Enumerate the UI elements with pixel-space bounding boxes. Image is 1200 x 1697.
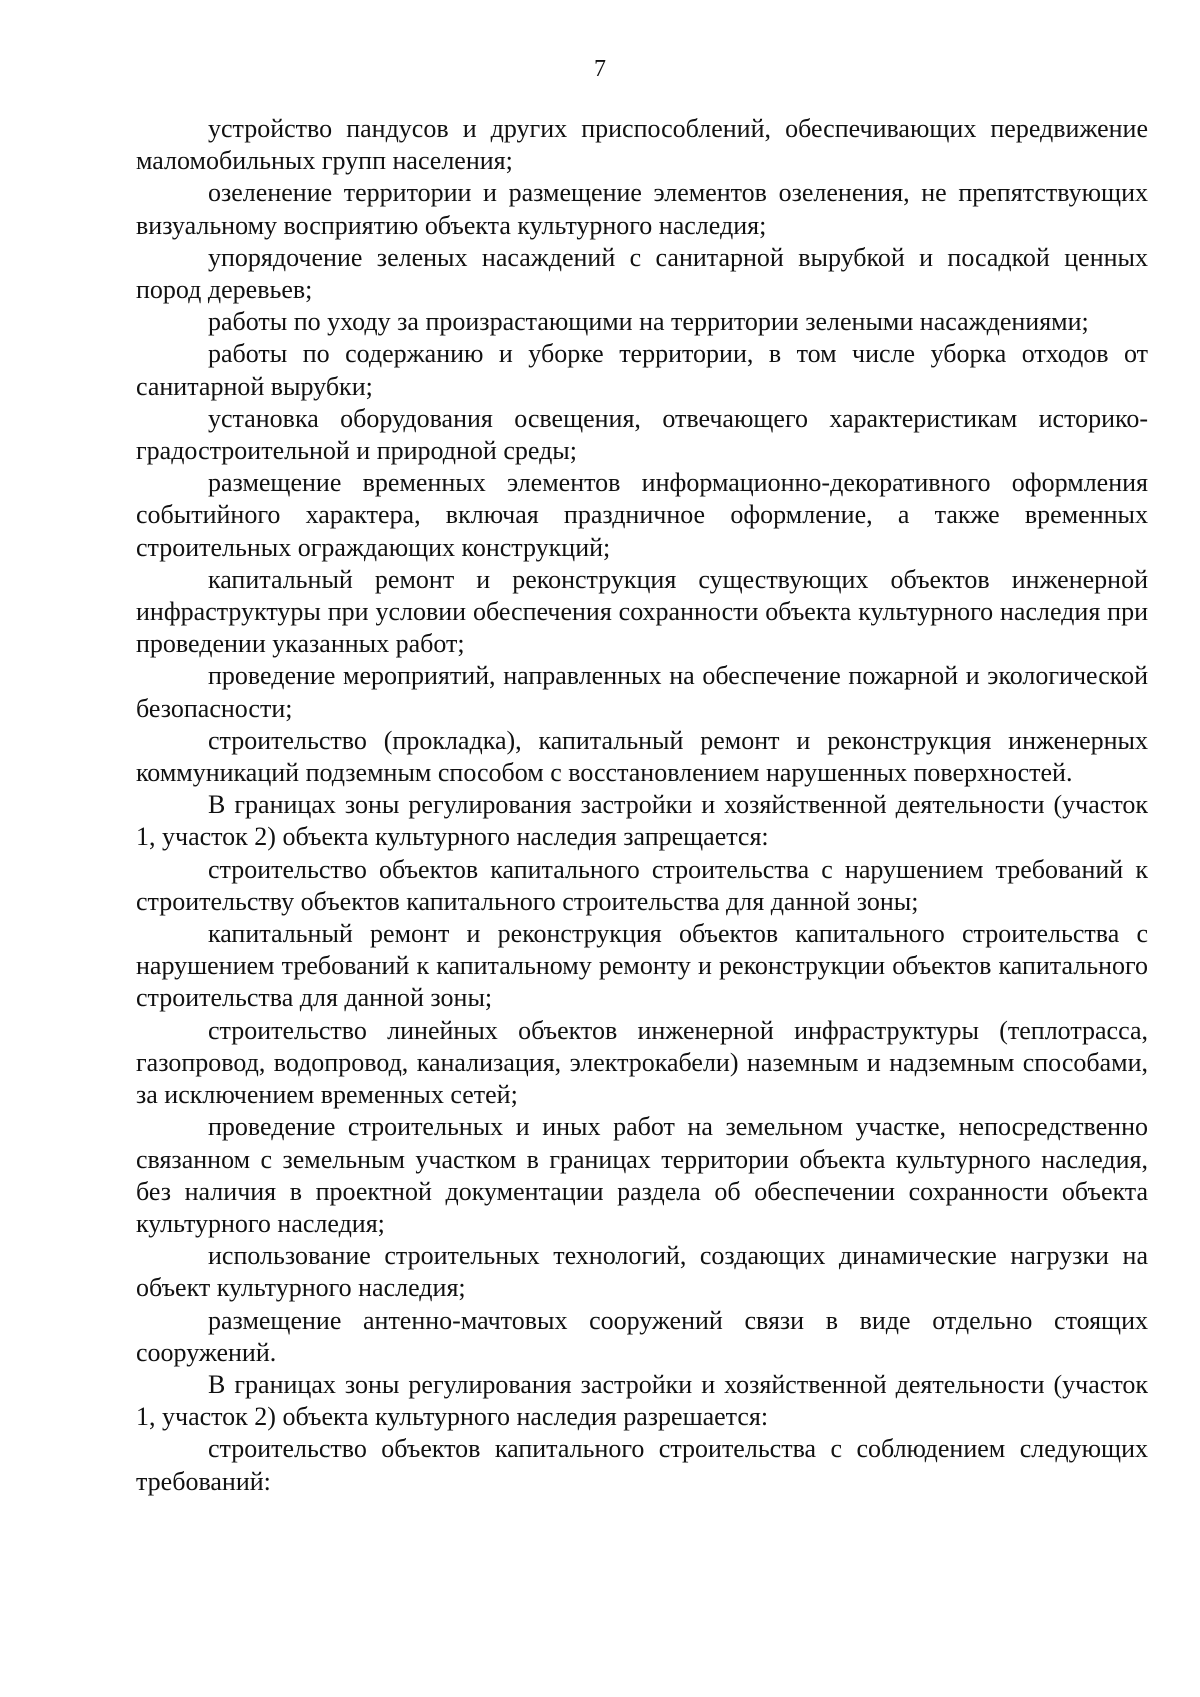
paragraph: капитальный ремонт и реконструкция объектов капитального строительства с нарушением требований к капитальному ремонту и реконструкции объектов капитального строительства для данной зоны; [136, 919, 1148, 1013]
paragraph: установка оборудования освещения, отвечающего характеристикам историко-градостроительной и природной среды; [136, 403, 1148, 466]
section-paragraph-prohibited: В границах зоны регулирования застройки и хозяйственной деятельности (участок 1, участок 2) объекта культурного наследия запрещается: [136, 790, 1148, 852]
paragraph: работы по уходу за произрастающими на территории зелеными насаждениями; [208, 307, 1089, 337]
section-paragraph-permitted: В границах зоны регулирования застройки и хозяйственной деятельности (участок 1, участок 2) объекта культурного наследия разрешается: [136, 1369, 1148, 1432]
paragraph: проведение мероприятий, направленных на обеспечение пожарной и экологической безопасности; [136, 661, 1148, 723]
paragraph: устройство пандусов и других приспособлений, обеспечивающих передвижение маломобильных групп населения; [136, 114, 1148, 176]
paragraph: капитальный ремонт и реконструкция существующих объектов инженерной инфраструктуры при условии обеспечения сохранности объекта культурного наследия при проведении указанных работ; [136, 564, 1148, 659]
paragraph: строительство объектов капитального строительства с соблюдением следующих требований: [136, 1434, 1148, 1496]
paragraph: озеленение территории и размещение элементов озеленения, не препятствующих визуальному восприятию объекта культурного наследия; [136, 178, 1148, 240]
paragraph: проведение строительных и иных работ на земельном участке, непосредственно связанном с земельным участком в границах территории объекта культурного наследия, без наличия в проектной документации раздела об обеспечении сохранности объекта культурного наследия; [136, 1112, 1148, 1238]
paragraph: упорядочение зеленых насаждений с санитарной вырубкой и посадкой ценных пород деревьев; [136, 242, 1148, 305]
paragraph: работы по содержанию и уборке территории, в том числе уборка отходов от санитарной вырубки; [136, 339, 1148, 401]
paragraph: размещение временных элементов информационно-декоративного оформления событийного характера, включая праздничное оформление, а также временных строительных ограждающих конструкций; [136, 468, 1148, 562]
paragraph: размещение антенно-мачтовых сооружений связи в виде отдельно стоящих сооружений. [136, 1305, 1148, 1367]
paragraph: строительство объектов капитального строительства с нарушением требований к строительству объектов капитального строительства для данной зоны; [136, 854, 1148, 916]
page-number: 7 [594, 56, 606, 82]
document-body [136, 113, 1148, 1498]
paragraph: строительство линейных объектов инженерной инфраструктуры (теплотрасса, газопровод, водопровод, канализация, электрокабели) наземным и надземным способами, за исключением временных сетей; [136, 1015, 1148, 1110]
paragraph: строительство (прокладка), капитальный ремонт и реконструкция инженерных коммуникаций подземным способом с восстановлением нарушенных поверхностей. [136, 725, 1148, 788]
paragraph: использование строительных технологий, создающих динамические нагрузки на объект культурного наследия; [136, 1241, 1148, 1303]
